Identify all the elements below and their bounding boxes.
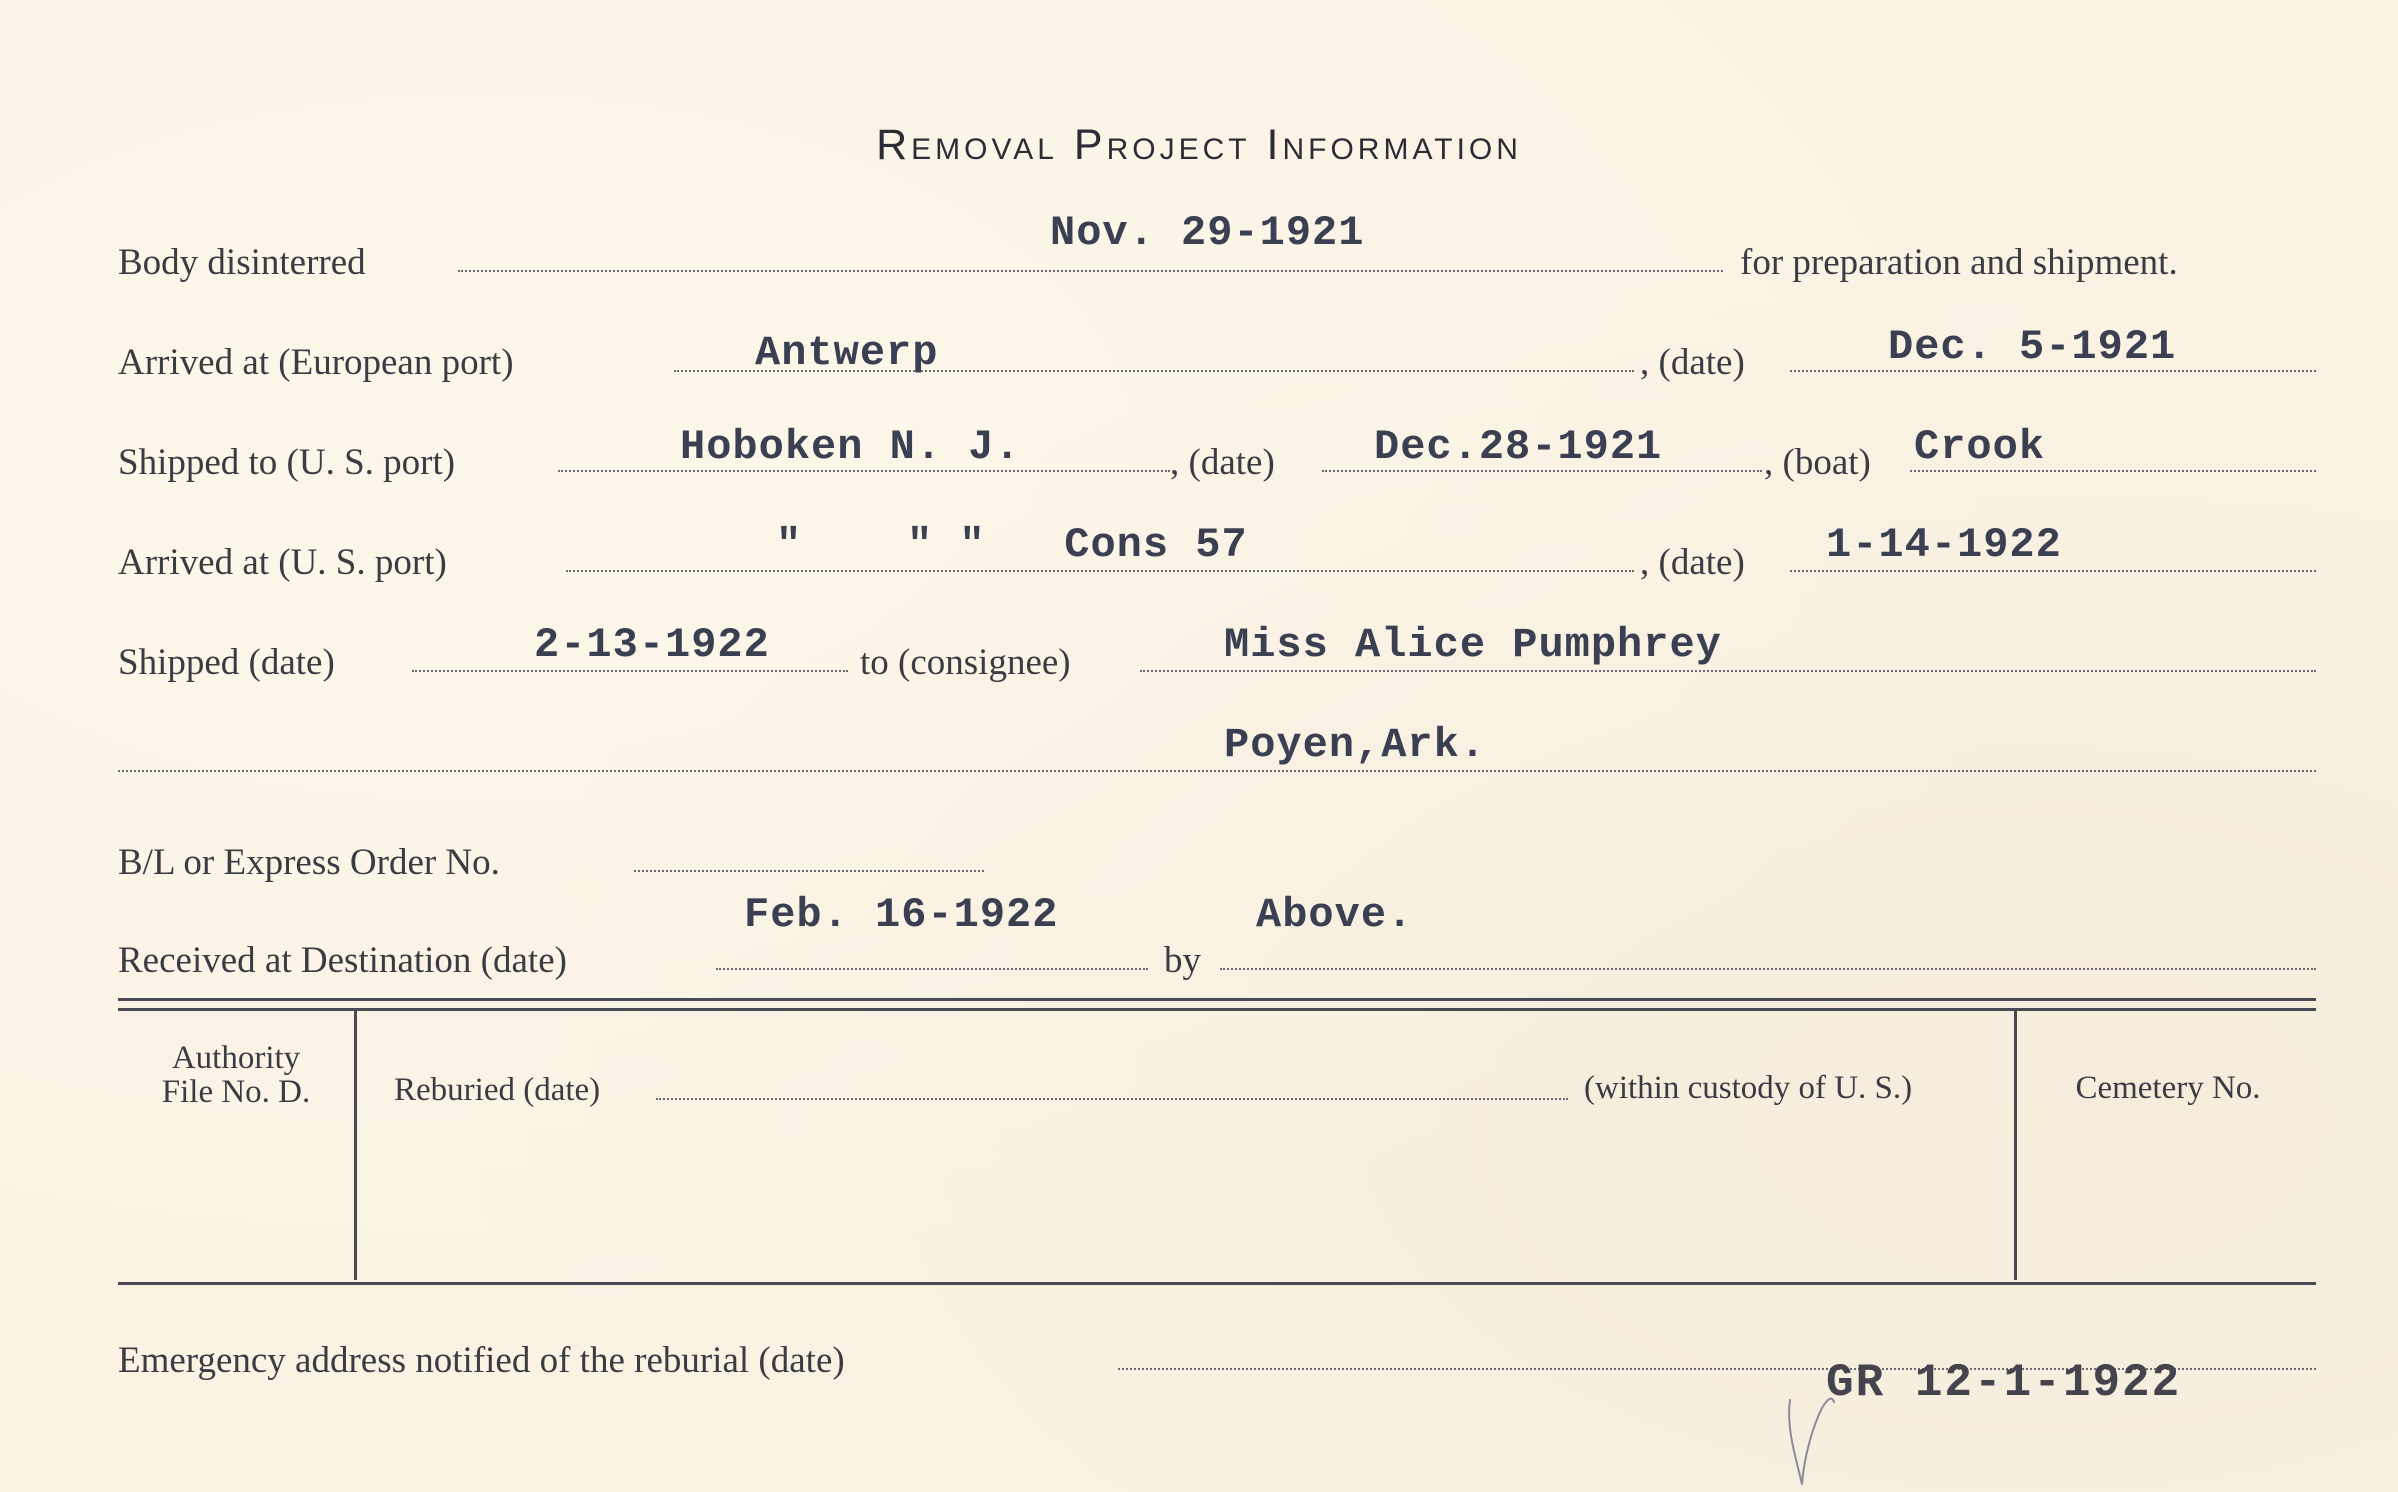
- arrived-european-port: Antwerp: [755, 329, 939, 377]
- emergency-stamp: GR 12-1-1922: [1826, 1357, 2182, 1409]
- arrived-european-label: Arrived at (European port): [118, 342, 514, 383]
- shipped-to-us-boat: Crook: [1914, 423, 2046, 471]
- arrived-us-label: Arrived at (U. S. port): [118, 542, 447, 583]
- arrived-us-date: 1-14-1922: [1826, 521, 2062, 569]
- emergency-label: Emergency address notified of the reburial (date): [118, 1340, 845, 1381]
- reburied-line: [656, 1098, 1568, 1100]
- shipped-date-label: Shipped (date): [118, 642, 335, 683]
- arrived-european-date-label: , (date): [1640, 342, 1745, 383]
- shipped-date: 2-13-1922: [534, 621, 770, 669]
- received-by: Above.: [1256, 891, 1414, 939]
- body-disinterred-line: [458, 270, 1723, 272]
- card-title: Removal Project Information: [876, 121, 1522, 169]
- received-date: Feb. 16-1922: [744, 891, 1059, 939]
- consignee-line: [1140, 670, 2316, 672]
- arrived-us-date-label: , (date): [1640, 542, 1745, 583]
- box-top-rule-inner: [118, 1008, 2316, 1011]
- bl-order-line: [634, 870, 984, 872]
- received-by-label: by: [1164, 940, 1201, 981]
- shipped-to-us-boat-label: , (boat): [1764, 442, 1871, 483]
- body-disinterred-label: Body disinterred: [118, 242, 366, 283]
- box-top-rule: [118, 998, 2316, 1001]
- consignee-label: to (consignee): [860, 642, 1071, 683]
- cemetery-label: Cemetery No.: [2075, 1070, 2261, 1106]
- consignee-name: Miss Alice Pumphrey: [1224, 621, 1722, 669]
- arrived-european-date: Dec. 5-1921: [1888, 323, 2177, 371]
- shipped-date-line: [412, 670, 848, 672]
- body-disinterred-value: Nov. 29-1921: [1050, 209, 1365, 257]
- received-by-line: [1220, 968, 2316, 970]
- custody-label: (within custody of U. S.): [1584, 1070, 1913, 1106]
- consignee-address: Poyen,Ark.: [1224, 721, 1487, 769]
- authority-label-line2: File No. D.: [161, 1074, 311, 1110]
- address-line: [118, 770, 2316, 772]
- arrived-us-port-line: [566, 570, 1634, 572]
- box-bottom-rule: [118, 1282, 2316, 1285]
- bl-order-label: B/L or Express Order No.: [118, 842, 500, 883]
- received-label: Received at Destination (date): [118, 940, 567, 981]
- shipped-to-us-date-label: , (date): [1170, 442, 1275, 483]
- received-date-line: [716, 968, 1148, 970]
- shipped-to-us-port: Hoboken N. J.: [680, 423, 1021, 471]
- arrived-us-date-line: [1790, 570, 2316, 572]
- authority-label-line1: Authority: [171, 1040, 301, 1076]
- shipped-to-us-label: Shipped to (U. S. port): [118, 442, 456, 483]
- box-divider-right: [2014, 1010, 2017, 1280]
- pencil-mark-icon: [1782, 1388, 1842, 1488]
- body-disinterred-suffix: for preparation and shipment.: [1740, 242, 2178, 283]
- reburied-label: Reburied (date): [394, 1072, 601, 1108]
- arrived-us-port: " " " Cons 57: [776, 521, 1248, 569]
- shipped-to-us-date: Dec.28-1921: [1374, 423, 1663, 471]
- box-divider-left: [354, 1010, 357, 1280]
